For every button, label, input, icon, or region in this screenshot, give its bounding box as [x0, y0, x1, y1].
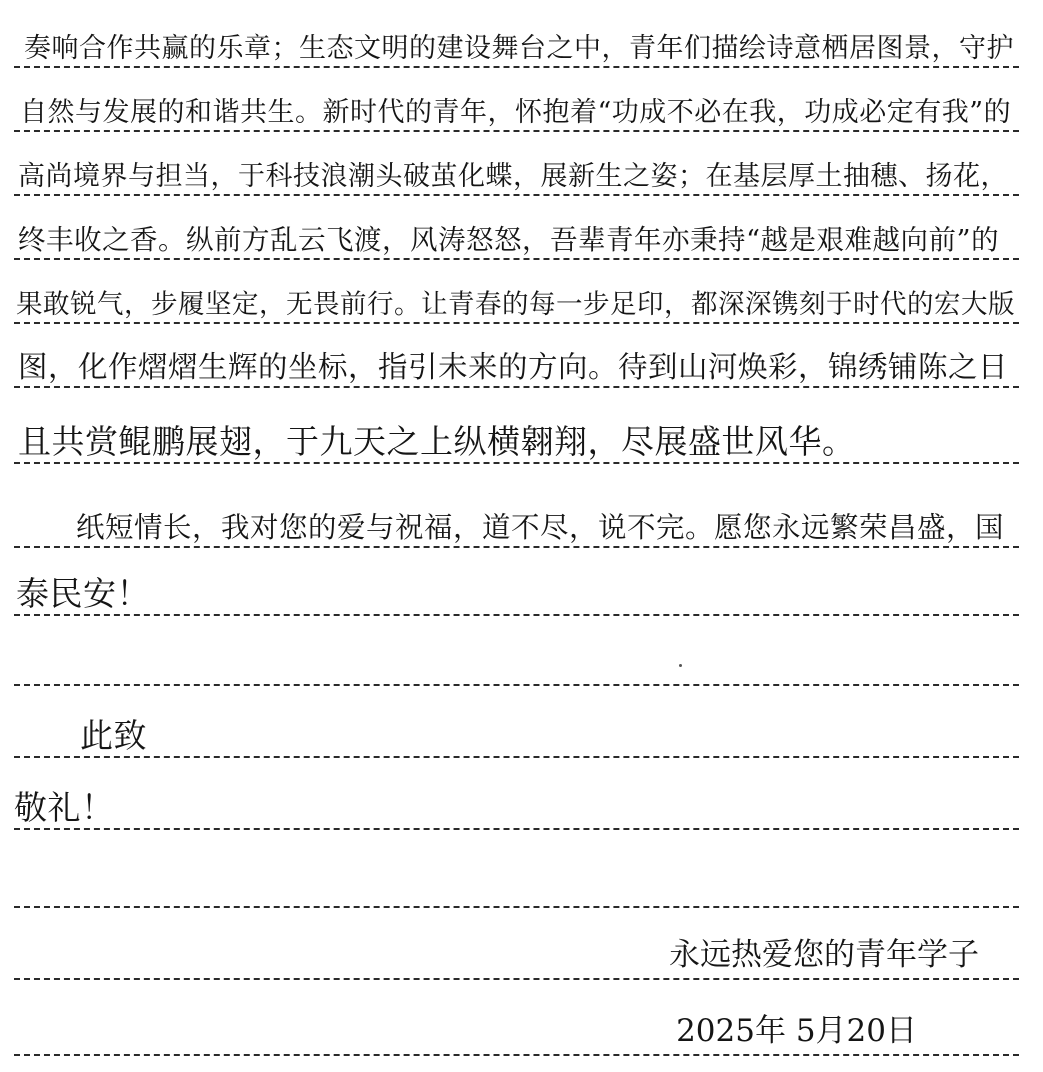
closing-respect: 敬礼！: [14, 788, 115, 827]
letter-text-line: 且共赏鲲鹏展翅，于九天之上纵横翱翔，尽展盛世风华。: [18, 422, 856, 461]
ruled-line: [14, 128, 1019, 196]
letter-text-line: 自然与发展的和谐共生。新时代的青年，怀抱着“功成不必在我，功成必定有我”的: [20, 97, 1012, 128]
ruled-line: [14, 762, 1019, 830]
letter-text-line: 果敢锐气，步履坚定，无畏前行。让青春的每一步足印，都深深镌刻于时代的宏大版: [16, 288, 1015, 320]
ruled-line: [14, 64, 1019, 132]
ruled-line: [14, 480, 1019, 548]
ruled-line: [14, 548, 1019, 616]
ruled-line: [14, 320, 1019, 388]
ruled-line: [14, 690, 1019, 758]
letter-text-line: 图，化作熠熠生辉的坐标，指引未来的方向。待到山河焕彩，锦绣铺陈之日: [18, 349, 1009, 384]
ruled-line: [14, 0, 1019, 68]
ruled-line: [14, 618, 1019, 686]
closing-salute: 此致: [80, 716, 147, 755]
ruled-line: [14, 840, 1019, 908]
letter-text-line: 奏响合作共赢的乐章；生态文明的建设舞台之中，青年们描绘诗意栖居图景，守护: [24, 33, 1014, 64]
wish-text-line: 纸短情长，我对您的爱与祝福，道不尽，说不完。愿您永远繁荣昌盛，国: [76, 510, 1005, 544]
ruled-line: [14, 256, 1019, 324]
letter-text-line: 终丰收之香。纵前方乱云飞渡，风涛怒怒，吾辈青年亦秉持“越是艰难越向前”的: [18, 223, 1000, 256]
wish-text-line: 泰民安！: [16, 574, 150, 613]
ruled-line: [14, 988, 1019, 1056]
ink-dot: [679, 664, 682, 667]
ruled-line: [14, 396, 1019, 464]
date: 2025年 5月20日: [676, 1013, 917, 1049]
signature: 永远热爱您的青年学子: [669, 937, 979, 973]
ruled-line: [14, 912, 1019, 980]
letter-text-line: 高尚境界与担当，于科技浪潮头破茧化蝶，展新生之姿；在基层厚土抽穗、扬花，: [18, 161, 1008, 192]
ruled-line: [14, 192, 1019, 260]
